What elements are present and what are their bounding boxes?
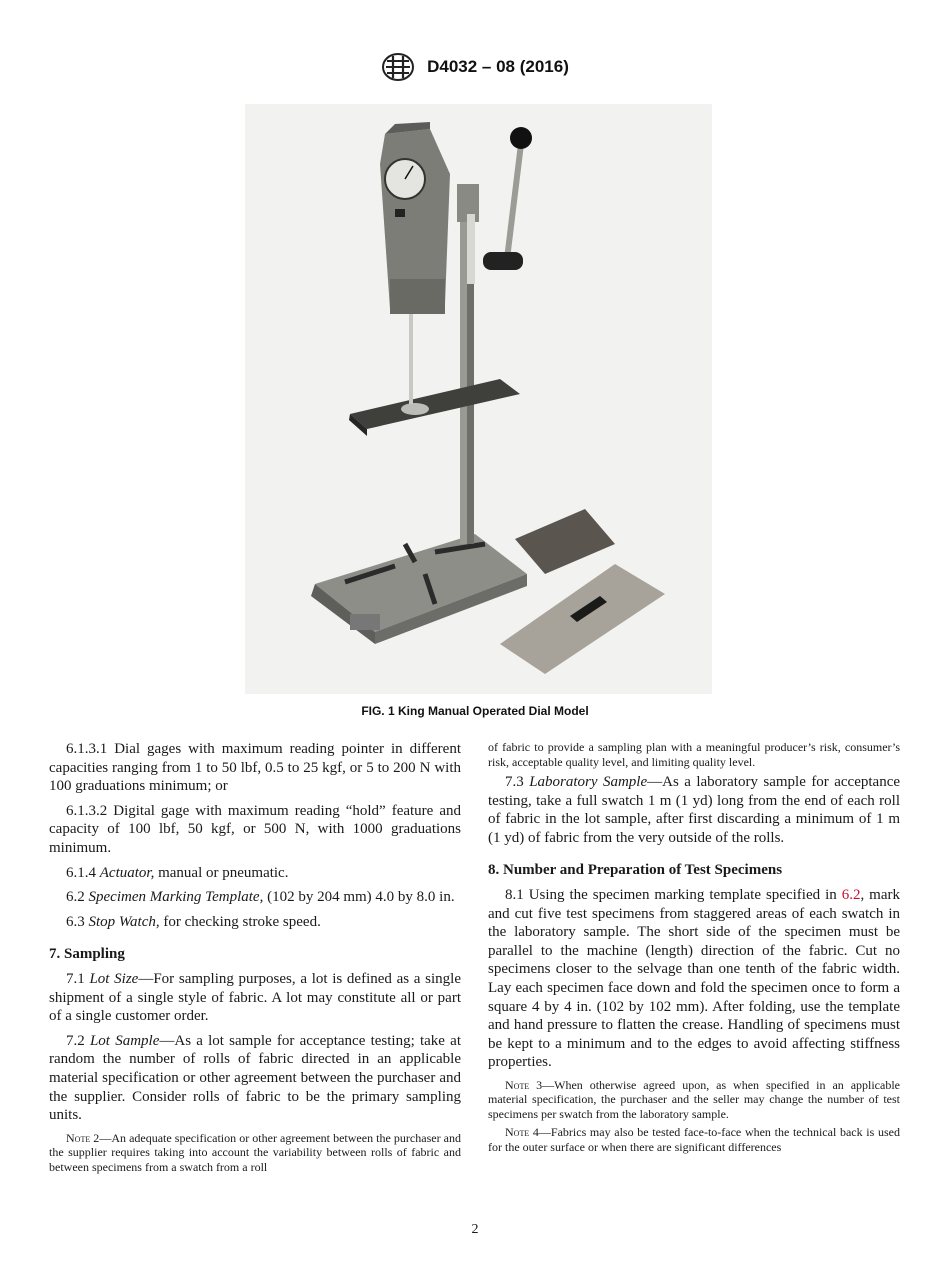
note-label: Note 2 (66, 1130, 100, 1145)
note-2-continued: of fabric to provide a sampling plan with a meaningful producer’s risk, consumer’s risk, acceptable quality level, and limiting quality level. (488, 740, 900, 769)
page-number: 2 (471, 1222, 479, 1237)
paragraph-8-1 (488, 886, 900, 1072)
paragraph-text: manual or pneumatic. (154, 864, 289, 881)
paragraph-text: for checking stroke speed. (159, 913, 321, 930)
paragraph-text: —As a laboratory sample for acceptance testing, take a full swatch 1 m (1 yd) long from the end of each roll of fabric in the lot sample, after first discarding a minimum of 1 m (1 yd) of fabric from the very outside of the rolls. (488, 774, 901, 846)
paragraph-term: Stop Watch, (88, 913, 160, 930)
paragraph-term: Lot Sample (89, 1032, 160, 1049)
note-3 (488, 1078, 900, 1122)
note-text: —Fabrics may also be tested face-to-face when the technical back is used for the outer surface or when there are significant differences (488, 1125, 900, 1154)
paragraph-text: —As a lot sample for acceptance testing; take at random the number of rolls of fabric directed in an applicable material specification or other agreement between the purchaser and the supplier. Consider rolls of fabric to be the primary sampling units. (49, 1032, 461, 1124)
paragraph-7-2 (49, 1032, 461, 1125)
paragraph-term: Actuator, (99, 864, 155, 881)
paragraph-6-1-4 (49, 864, 461, 883)
paragraph-6-1-3-2: 6.1.3.2 Digital gage with maximum reading “hold” feature and capacity of 100 lbf, 50 kgf, or 500 N, with 1000 graduations minimum. (49, 802, 461, 856)
paragraph-text: 8.1 Using the specimen marking template specified in (505, 886, 842, 903)
left-column (49, 740, 461, 1178)
paragraph-7-3 (488, 773, 900, 847)
paragraph-text: , mark and cut five test specimens from staggered areas of each swatch in the laboratory sample. The short side of the specimen must be parallel to the machine (length) direction of the fabric. Cut no specimens closer to the selvage than one tenth of the fabric width. Lay each specimen face down and fold the specimen once to form a square 4 by 4 in. (102 by 102 mm). After folding, use the template and hand pressure to flatten the crease. Handling of specimens must be kept to a minimum and to the edges to avoid affecting stiffness properties. (488, 886, 901, 1071)
paragraph-term: Laboratory Sample (529, 774, 648, 790)
paragraph-text: —For sampling purposes, a lot is defined as a single shipment of a single style of fabric. A lot may constitute all or part of a single customer order. (49, 970, 461, 1025)
note-text: —When otherwise agreed upon, as when specified in an applicable material specification, the purchaser and the seller may change the number of test specimens per swatch from the laboratory sample. (488, 1077, 900, 1121)
paragraph-number: 6.2 (66, 889, 85, 906)
paragraph-text: (102 by 204 mm) 4.0 by 8.0 in. (263, 889, 455, 906)
page-header (0, 52, 950, 82)
note-label: Note 3 (505, 1077, 543, 1092)
paragraph-6-3 (49, 913, 461, 932)
paragraph-number: 7.2 (66, 1032, 85, 1049)
note-2 (49, 1131, 461, 1175)
paragraph-7-1 (49, 970, 461, 1026)
section-7-heading: 7. Sampling (49, 946, 125, 963)
note-label: Note 4 (505, 1125, 539, 1140)
note-text: —An adequate specification or other agreement between the purchaser and the supplier requires taking into account the variability between rolls of fabric and between specimens from a swatch from a roll (49, 1130, 461, 1174)
paragraph-term: Specimen Marking Template, (88, 889, 264, 906)
figure-photo (245, 104, 712, 694)
paragraph-number: 7.1 (66, 970, 85, 987)
section-8-heading: 8. Number and Preparation of Test Specimens (488, 862, 783, 879)
paragraph-6-2 (49, 888, 461, 907)
paragraph-term: Lot Size (89, 970, 139, 987)
paragraph-number: 7.3 (505, 774, 524, 790)
paragraph-number: 6.1.4 (66, 864, 96, 881)
paragraph-number: 6.3 (66, 913, 85, 930)
note-4 (488, 1125, 900, 1154)
right-column (488, 740, 900, 1158)
figure-caption: FIG. 1 King Manual Operated Dial Model (361, 704, 589, 718)
section-6-2-link[interactable]: 6.2 (841, 886, 861, 903)
paragraph-6-1-3-1: 6.1.3.1 Dial gages with maximum reading pointer in different capacities ranging from 1 to 50 lbf, 0.5 to 25 kgf, or 5 to 200 N with 100 graduations minimum; or (49, 741, 461, 795)
document-id: D4032 – 08 (2016) (427, 57, 569, 76)
astm-logo-icon (381, 52, 415, 82)
